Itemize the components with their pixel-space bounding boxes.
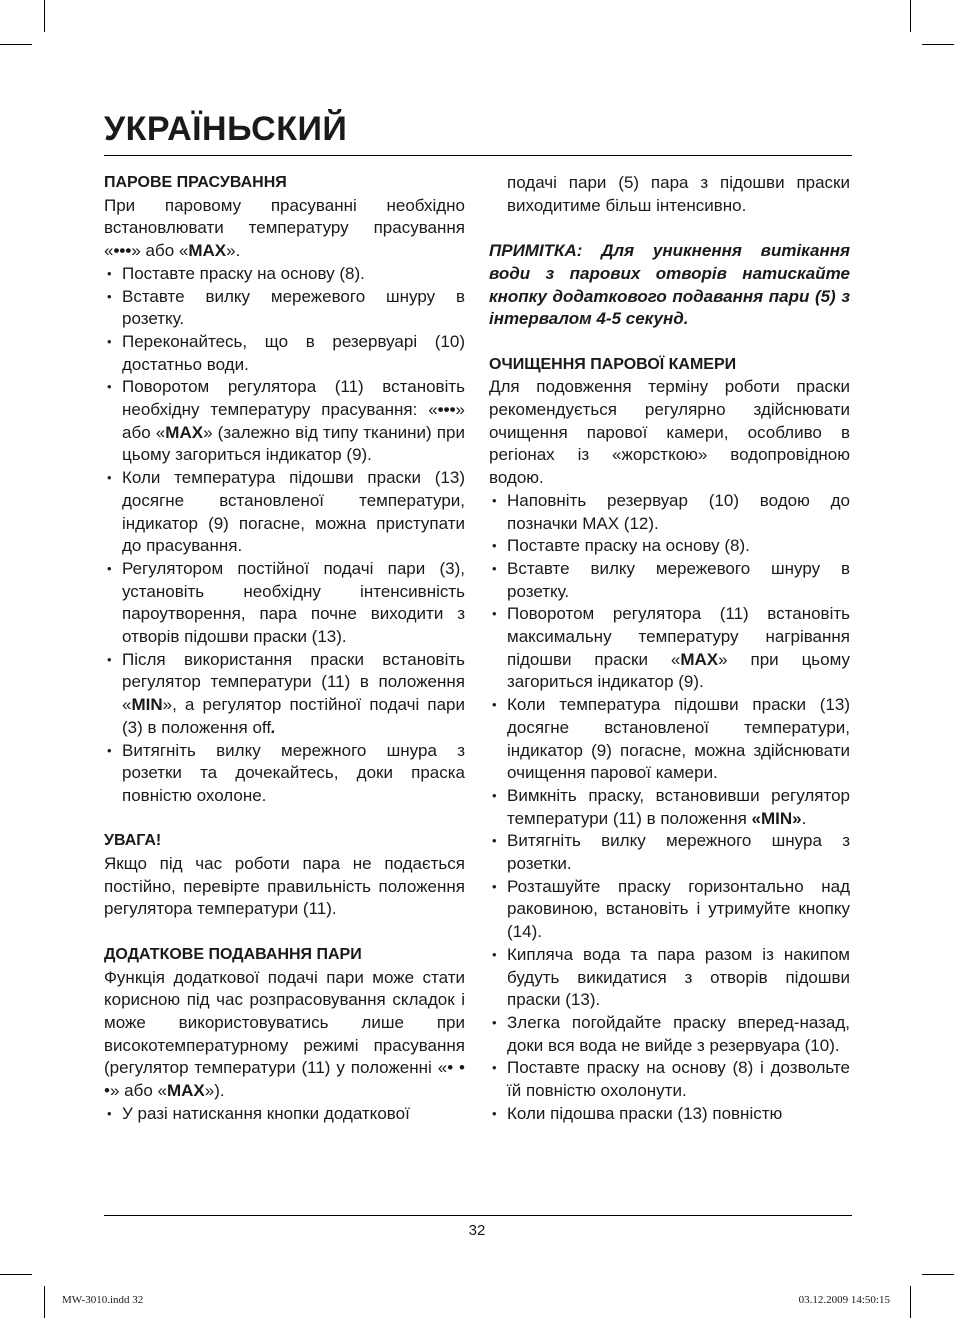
paragraph: Функція додаткової подачі пари може стати корисною під час розпрасовування складок і може використовуватись лише при високотемпературному режимі прасування (регулятор температури (11) у положенні «• • •» або «MAX»).: [104, 967, 465, 1101]
list-item: • Після використання праски встановіть регулятор температури (11) в положення «MIN», а регулятор постійної подачі пари (3) в положення off.: [104, 649, 465, 740]
note: ПРИМІТКА: Для уникнення витікання води з парових отворів натискайте кнопку додаткового подавання пари (5) з інтервалом 4-5 секунд.: [489, 241, 850, 329]
list-item: • Поворотом регулятора (11) встановіть максимальну температуру нагрівання підошви праски «MAX» при цьому загориться індикатор (9).: [489, 603, 850, 694]
list-item: • У разі натискання кнопки додаткової: [104, 1103, 465, 1126]
list-item: • Коли температура підошви праски (13) досягне встановленої температури, індикатор (9) погасне, можна здійснювати очищення парової камери.: [489, 694, 850, 785]
slug-date: 03.12.2009 14:50:15: [798, 1294, 890, 1306]
list-item: • Вимкніть праску, встановивши регулятор температури (11) в положення «MIN».: [489, 785, 850, 830]
bullet-list: [104, 263, 465, 808]
crop-mark: [910, 1286, 911, 1318]
list-item: • Коли підошва праски (13) повністю: [489, 1103, 850, 1126]
section-heading-warning: УВАГА!: [104, 832, 162, 850]
crop-mark: [922, 44, 954, 45]
bullet-list: [489, 490, 850, 1126]
list-item: • Регулятором постійної подачі пари (3), установіть необхідну інтенсивність пароутворення, пара почне виходити з отворів підошви праски (13).: [104, 558, 465, 649]
page-number: 32: [468, 1222, 486, 1239]
crop-mark: [0, 1274, 32, 1275]
list-item: • Коли температура підошви праски (13) досягне встановленої температури, індикатор (9) погасне, можна приступати до прасування.: [104, 467, 465, 558]
page-title: УКРАЇНЬСКИЙ: [104, 110, 348, 148]
crop-mark: [44, 0, 45, 32]
section-heading-steam-ironing: ПАРОВЕ ПРАСУВАННЯ: [104, 174, 287, 191]
crop-mark: [922, 1274, 954, 1275]
paragraph: Якщо під час роботи пара не подається постійно, перевірте правильність положення регулятора температури (11).: [104, 854, 465, 919]
paragraph: При паровому прасуванні необхідно встановлювати температуру прасування «•••» або «MAX».: [104, 195, 465, 261]
list-item: • Поставте праску на основу (8).: [489, 535, 850, 558]
header-rule: [104, 155, 852, 156]
list-item: • Наповніть резервуар (10) водою до позначки MAX (12).: [489, 490, 850, 535]
list-item: • Розташуйте праску горизонтально над раковиною, встановіть і утримуйте кнопку (14).: [489, 876, 850, 944]
list-item: • Поставте праску на основу (8).: [104, 263, 465, 286]
list-item: • Поворотом регулятора (11) встановіть необхідну температуру прасування: «•••» або «MAX» (залежно від типу тканини) при цьому загориться індикатор (9).: [104, 376, 465, 467]
crop-mark: [0, 44, 32, 45]
list-item: • Вставте вилку мережевого шнуру в розетку.: [489, 558, 850, 603]
right-column: [489, 172, 850, 1126]
list-item: • Витягніть вилку мережного шнура з розетки та дочекайтесь, доки праска повністю охолоне.: [104, 740, 465, 808]
section-heading-cleaning: ОЧИЩЕННЯ ПАРОВОЇ КАМЕРИ: [489, 355, 737, 373]
list-item: • Поставте праску на основу (8) і дозвольте їй повністю охолонути.: [489, 1057, 850, 1102]
list-item: • Витягніть вилку мережного шнура з розетки.: [489, 830, 850, 875]
crop-mark: [44, 1286, 45, 1318]
list-item: • Вставте вилку мережевого шнуру в розетку.: [104, 286, 465, 331]
list-item: • Кипляча вода та пара разом із накипом будуть викидатися з отворів підошви праски (13).: [489, 944, 850, 1012]
footer-rule: [104, 1215, 852, 1216]
left-column: [104, 172, 465, 1126]
list-item: • Переконайтесь, що в резервуарі (10) достатньо води.: [104, 331, 465, 376]
paragraph-continued: подачі пари (5) пара з підошви праски виходитиме більш інтенсивно.: [507, 173, 850, 215]
list-item: • Злегка погойдайте праску вперед-назад, доки вся вода не вийде з резервуара (10).: [489, 1012, 850, 1057]
crop-mark: [910, 0, 911, 32]
section-heading-extra-steam: ДОДАТКОВЕ ПОДАВАННЯ ПАРИ: [104, 945, 362, 963]
bullet-list: [104, 1103, 465, 1126]
slug-file: MW-3010.indd 32: [62, 1294, 144, 1306]
paragraph: Для подовження терміну роботи праски рекомендується регулярно здійснювати очищення парової камери, особливо в регіонах із «жорсткою» водопровідною водою.: [489, 377, 850, 488]
